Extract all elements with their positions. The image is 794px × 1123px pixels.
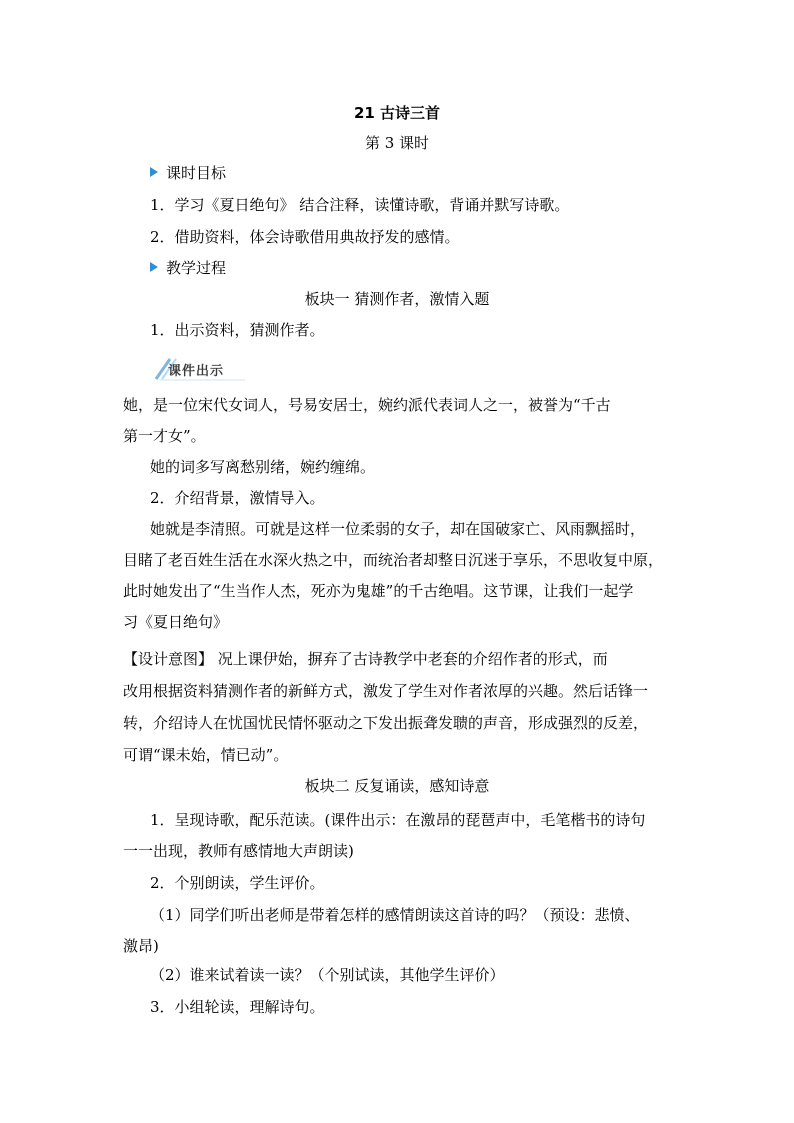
paragraph-line: 目睹了老百姓生活在水深火热之中，而统治者却整日沉迷于享乐，不思收复中原， <box>123 551 664 569</box>
block2-step1: 1．呈现诗歌，配乐范读。(课件出示：在激昂的琵琶声中，毛笔楷书的诗句 <box>150 811 646 829</box>
design-intent-line: 可谓“课未始，情已动”。 <box>123 746 289 764</box>
block1-step1: 1．出示资料，猜测作者。 <box>150 321 325 339</box>
triangle-bullet-icon <box>150 167 158 177</box>
paragraph-line: 她就是李清照。可就是这样一位柔弱的女子，却在国破家亡、风雨飘摇时， <box>150 520 646 538</box>
block2-step2: 2．个别朗读，学生评价。 <box>150 874 325 892</box>
page-title: 21 古诗三首 <box>353 104 441 122</box>
block2-step1: 一一出现，教师有感情地大声朗读) <box>123 842 354 860</box>
block1-step2: 2．介绍背景，激情导入。 <box>150 489 325 507</box>
block2-step3: 3．小组轮读，理解诗句。 <box>150 998 325 1016</box>
design-intent-line: 转，介绍诗人在忧国忧民情怀驱动之下发出振聋发聩的声音，形成强烈的反差， <box>123 714 649 732</box>
paragraph-line: 她，是一位宋代女词人，号易安居士，婉约派代表词人之一，被誉为“千古 <box>123 396 611 414</box>
block2-sub1: （1）同学们听出老师是带着怎样的感情朗读这首诗的吗？（预设：悲愤、 <box>150 906 640 924</box>
section-heading-process: 教学过程 <box>150 259 226 277</box>
lesson-subtitle: 第 3 课时 <box>364 134 430 152</box>
block2-heading: 板块二 反复诵读，感知诗意 <box>304 777 490 795</box>
triangle-bullet-icon <box>150 262 158 272</box>
slide-label: 课件出示 <box>168 364 225 379</box>
goal-item: 2．借助资料，体会诗歌借用典故抒发的感情。 <box>150 228 460 246</box>
paragraph-line: 她的词多写离愁别绪，婉约缠绵。 <box>150 458 376 476</box>
slide-label-box <box>150 356 300 382</box>
section-heading-goals: 课时目标 <box>150 164 226 182</box>
design-intent-line: 改用根据资料猜测作者的新鲜方式，激发了学生对作者浓厚的兴趣。然后话锋一 <box>123 682 649 700</box>
paragraph-line: 第一才女”。 <box>123 427 206 445</box>
design-intent-line: 【设计意图】 况上课伊始，摒弃了古诗教学中老套的介绍作者的形式，而 <box>123 650 608 668</box>
block1-heading: 板块一 猜测作者，激情入题 <box>304 290 490 308</box>
block2-sub1: 激昂) <box>123 937 159 955</box>
paragraph-line: 习《夏日绝句》 <box>123 613 229 631</box>
block2-sub2: （2）谁来试着读一读？（个别试读，其他学生评价） <box>150 966 505 984</box>
paragraph-line: 此时她发出了“生当作人杰，死亦为鬼雄”的千古绝唱。这节课，让我们一起学 <box>123 582 634 600</box>
goal-item: 1．学习《夏日绝句》 结合注释，读懂诗歌，背诵并默写诗歌。 <box>150 196 570 214</box>
